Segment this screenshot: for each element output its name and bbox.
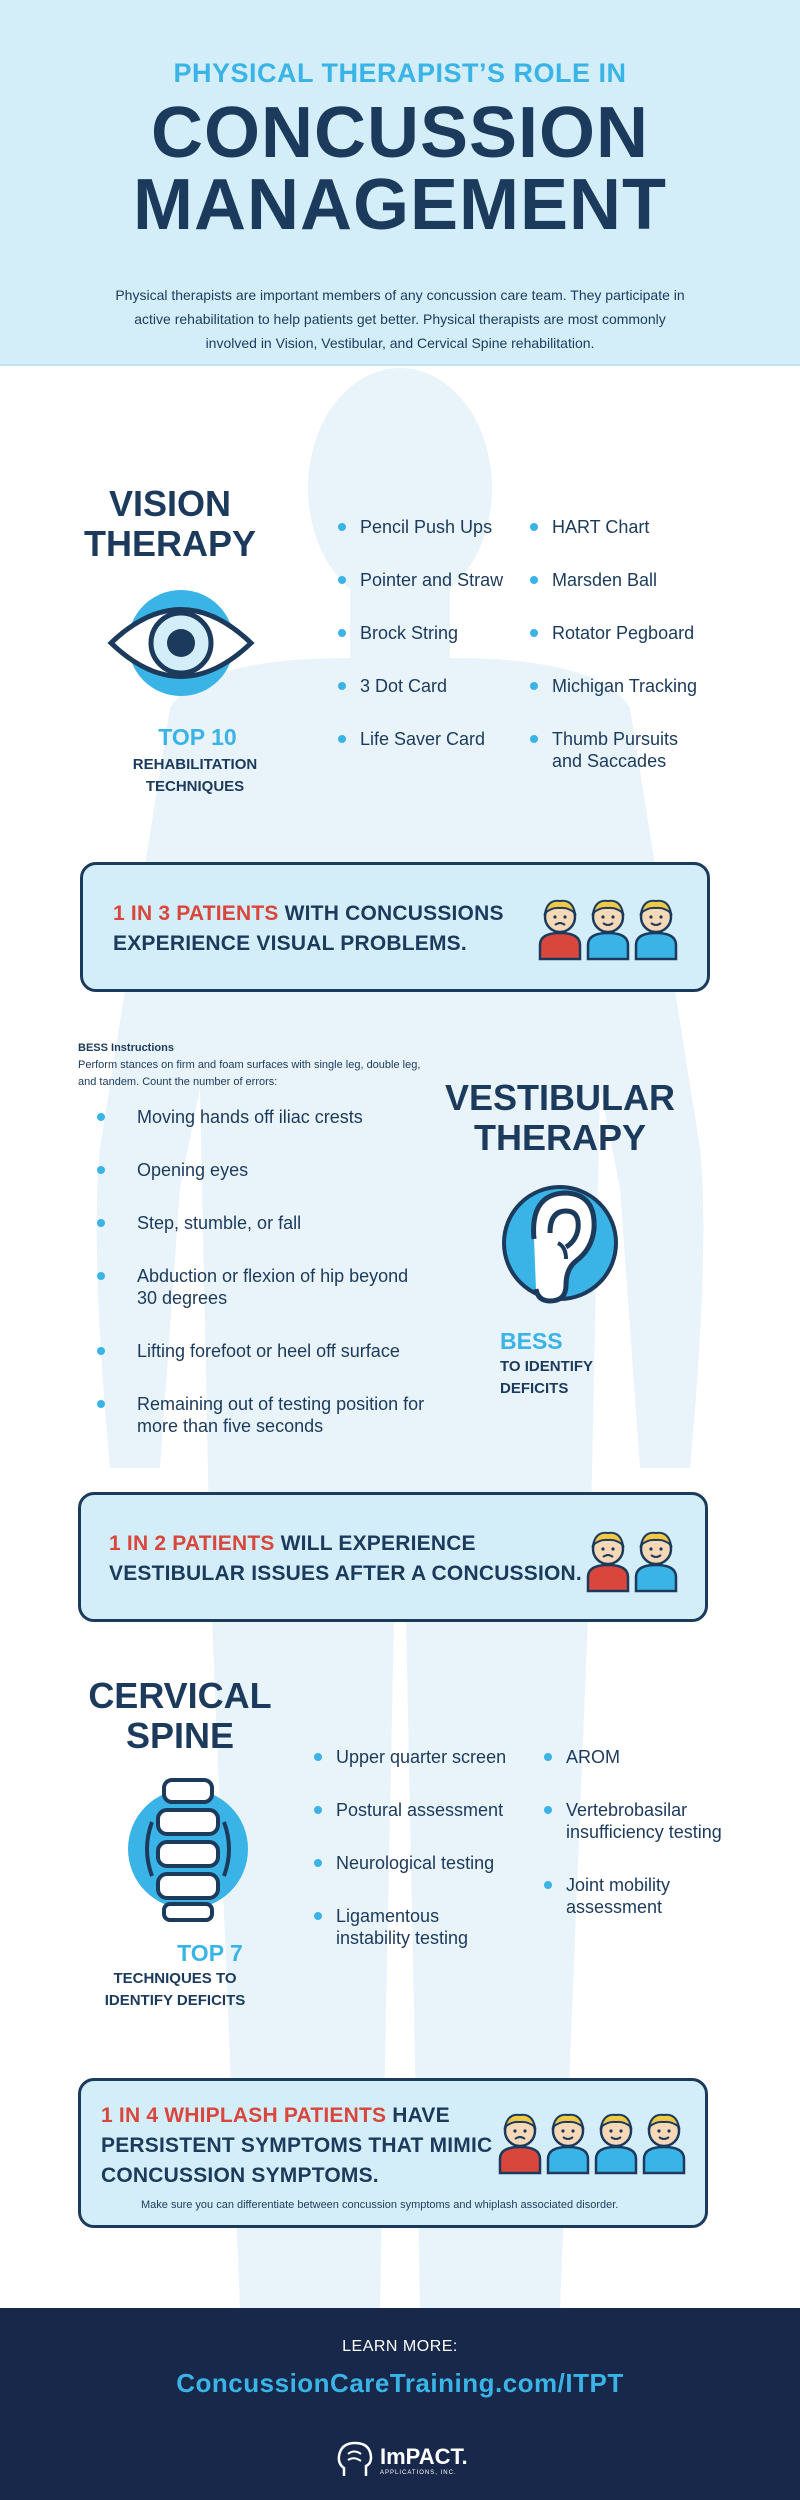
sad-patient-icon bbox=[538, 897, 582, 961]
vestibular-title-line2: THERAPY bbox=[473, 1117, 647, 1158]
list-item: Michigan Tracking bbox=[530, 675, 730, 697]
cervical-title-line1: CERVICAL bbox=[88, 1675, 272, 1716]
header-banner bbox=[0, 0, 800, 366]
callout-highlight: 1 IN 3 PATIENTS bbox=[113, 902, 279, 925]
list-item: Postural assessment bbox=[314, 1799, 544, 1821]
list-item: Marsden Ball bbox=[530, 569, 730, 591]
patient-icon bbox=[642, 2111, 686, 2175]
bess-heading: BESS Instructions bbox=[78, 1042, 174, 1054]
sad-patient-icon bbox=[498, 2111, 542, 2175]
cervical-title-line2: SPINE bbox=[125, 1715, 235, 1756]
callout-line1-rest: HAVE bbox=[386, 2104, 450, 2127]
cervical-stat-line1: TECHNIQUES TO bbox=[113, 1970, 237, 1987]
callout-line2: VESTIBULAR ISSUES AFTER A CONCUSSION. bbox=[109, 1562, 582, 1585]
bess-error-list bbox=[97, 1106, 447, 1437]
list-item: Ligamentous instability testing bbox=[314, 1905, 474, 1949]
bess-text: Perform stances on firm and foam surfaces with single leg, double leg, and tandem. Count the number of errors: bbox=[78, 1059, 421, 1088]
list-item: Opening eyes bbox=[97, 1159, 447, 1181]
vision-stat: TOP 10 bbox=[158, 724, 237, 750]
list-item: Upper quarter screen bbox=[314, 1746, 544, 1768]
cervical-stat-line2: IDENTIFY DEFICITS bbox=[104, 1992, 246, 2009]
list-item: Moving hands off iliac crests bbox=[97, 1106, 447, 1128]
callout-vestibular-issues bbox=[78, 1492, 708, 1622]
callout-highlight: 1 IN 4 WHIPLASH PATIENTS bbox=[101, 2104, 387, 2127]
footer-link[interactable]: ConcussionCareTraining.com/ITPT bbox=[176, 2368, 624, 2398]
ear-icon bbox=[500, 1177, 620, 1313]
patient-icon bbox=[634, 1529, 678, 1593]
cervical-stat-sub bbox=[60, 1968, 290, 2012]
list-item: Brock String bbox=[338, 622, 528, 644]
list-item: Thumb Pursuits and Saccades bbox=[530, 728, 690, 772]
vestibular-stat-line2: DEFICITS bbox=[500, 1380, 569, 1397]
callout-highlight: 1 IN 2 PATIENTS bbox=[109, 1532, 275, 1555]
vestibular-stat: BESS bbox=[500, 1328, 563, 1354]
vision-title-line1: VISION bbox=[108, 483, 232, 524]
callout-line2: EXPERIENCE VISUAL PROBLEMS. bbox=[113, 932, 467, 955]
page-title-line1: CONCUSSION bbox=[150, 93, 650, 173]
head-logo-icon bbox=[336, 2440, 374, 2480]
callout-line3: CONCUSSION SYMPTOMS. bbox=[101, 2164, 379, 2187]
list-item: Pencil Push Ups bbox=[338, 516, 528, 538]
cervical-list-2 bbox=[544, 1746, 744, 1918]
pre-title: PHYSICAL THERAPIST’S ROLE IN bbox=[173, 58, 627, 88]
callout-note: Make sure you can differentiate between concussion symptoms and whiplash associated disorder. bbox=[141, 2199, 619, 2211]
vision-list-1 bbox=[338, 516, 528, 750]
cervical-title bbox=[75, 1676, 285, 1756]
vision-title-line2: THERAPY bbox=[83, 523, 257, 564]
vision-stat-line1: REHABILITATION bbox=[132, 756, 258, 773]
list-item: Vertebrobasilar insufficiency testing bbox=[544, 1799, 744, 1843]
cervical-stat: TOP 7 bbox=[177, 1940, 243, 1966]
callout-line1-rest: WILL EXPERIENCE bbox=[274, 1532, 476, 1555]
patient-icon bbox=[634, 897, 678, 961]
list-item: Joint mobility assessment bbox=[544, 1874, 694, 1918]
vestibular-stat-sub bbox=[500, 1356, 650, 1400]
logo-subtitle: APPLICATIONS, INC. bbox=[380, 2470, 457, 2476]
callout-line1-rest: WITH CONCUSSIONS bbox=[278, 902, 504, 925]
list-item: 3 Dot Card bbox=[338, 675, 528, 697]
page-title-line2: MANAGEMENT bbox=[133, 165, 667, 245]
callout-visual-problems bbox=[80, 862, 710, 992]
sad-patient-icon bbox=[586, 1529, 630, 1593]
vision-title bbox=[70, 484, 270, 564]
list-item: Rotator Pegboard bbox=[530, 622, 730, 644]
learn-more-label: LEARN MORE: bbox=[342, 2338, 458, 2355]
logo-name: ImPACT. bbox=[380, 2444, 468, 2469]
eye-icon bbox=[105, 588, 257, 698]
intro-text: Physical therapists are important members of any concussion care team. They participate in active rehabilitation to help patients get better. Physical therapists are most commonly involved in Vision, Vestibular, and Cervical Spine rehabilitation. bbox=[115, 287, 685, 351]
list-item: HART Chart bbox=[530, 516, 730, 538]
vestibular-title bbox=[435, 1078, 685, 1158]
vision-stat-line2: TECHNIQUES bbox=[145, 778, 245, 795]
callout-text bbox=[101, 2101, 521, 2191]
vision-list-2 bbox=[530, 516, 730, 772]
callout-text bbox=[113, 899, 553, 959]
list-item: Pointer and Straw bbox=[338, 569, 528, 591]
list-item: Remaining out of testing position for more than five seconds bbox=[97, 1393, 447, 1437]
vision-stat-sub bbox=[70, 754, 320, 798]
impact-logo bbox=[336, 2436, 476, 2486]
callout-whiplash bbox=[78, 2078, 708, 2228]
list-item: Lifting forefoot or heel off surface bbox=[97, 1340, 447, 1362]
callout-text bbox=[109, 1529, 599, 1589]
list-item: Step, stumble, or fall bbox=[97, 1212, 447, 1234]
vestibular-title-line1: VESTIBULAR bbox=[444, 1077, 675, 1118]
bess-instructions bbox=[78, 1040, 438, 1091]
patient-icon bbox=[594, 2111, 638, 2175]
spine-icon bbox=[126, 1776, 250, 1922]
list-item: Abduction or flexion of hip beyond 30 degrees bbox=[97, 1265, 417, 1309]
list-item: AROM bbox=[544, 1746, 744, 1768]
cervical-list-1 bbox=[314, 1746, 544, 1949]
list-item: Life Saver Card bbox=[338, 728, 528, 750]
footer bbox=[0, 2308, 800, 2500]
vestibular-stat-line1: TO IDENTIFY bbox=[500, 1358, 594, 1375]
list-item: Neurological testing bbox=[314, 1852, 544, 1874]
patient-icon bbox=[546, 2111, 590, 2175]
callout-line2: PERSISTENT SYMPTOMS THAT MIMIC bbox=[101, 2134, 493, 2157]
patient-icon bbox=[586, 897, 630, 961]
